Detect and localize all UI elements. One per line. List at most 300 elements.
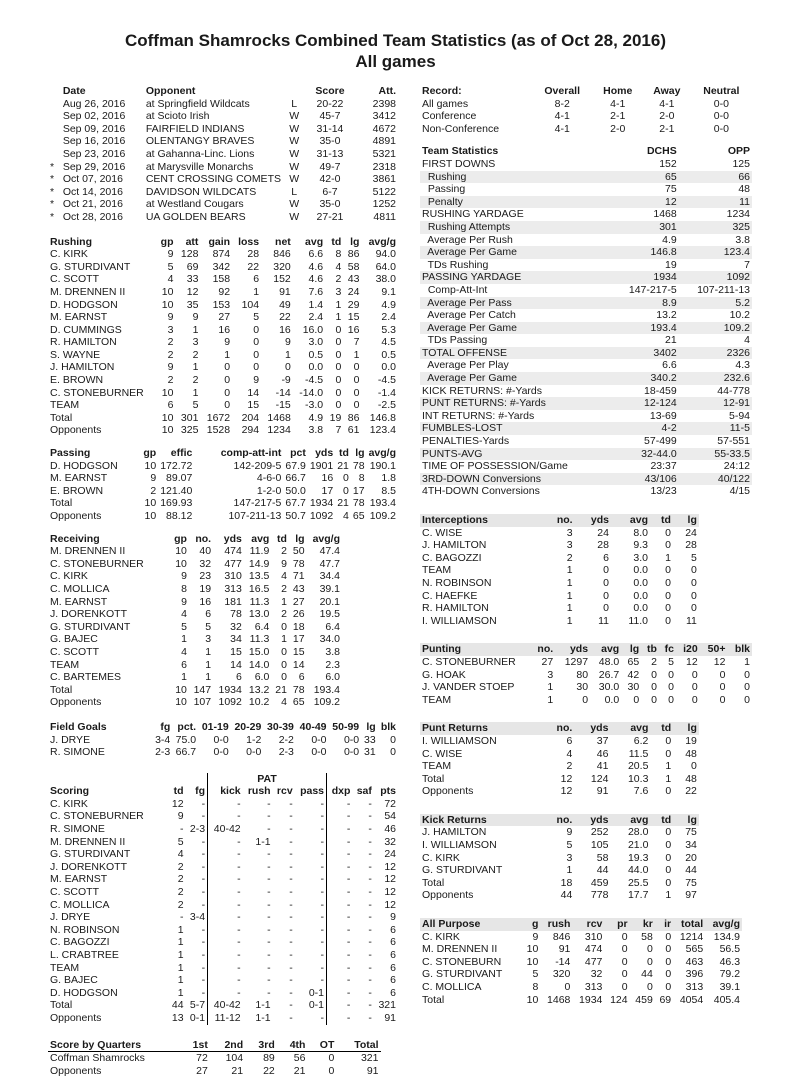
cell: 0 (253, 348, 260, 361)
cell: - (327, 999, 353, 1012)
cell: - (327, 836, 353, 849)
cell: 23 (199, 570, 212, 583)
cell: 28.0 (627, 826, 649, 839)
cell: 0 (284, 361, 291, 374)
cell: 3861 (372, 173, 396, 186)
cell: 30 (627, 681, 640, 694)
header-row (420, 85, 752, 98)
cell: 75 (665, 183, 677, 196)
group-header-cell (48, 773, 208, 786)
column-header: gain (208, 235, 231, 248)
cell: 190.1 (369, 459, 396, 472)
row-label: I. WILLIAMSON (422, 734, 497, 747)
row-label: Comp-Att-Int (422, 283, 488, 296)
column-header: Field Goals (50, 720, 107, 733)
row-label: All games (422, 97, 469, 110)
row-label (48, 135, 61, 148)
cell: 66.7 (285, 472, 306, 485)
table-row (420, 539, 699, 552)
column-header: td (661, 813, 672, 826)
column-header: Att. (378, 85, 396, 97)
cell: 0 (281, 658, 287, 671)
cell: 1 (547, 693, 554, 706)
table-row (48, 810, 398, 823)
header-row (48, 1039, 381, 1052)
cell: 1-1 (255, 1011, 271, 1024)
cell: 30 (576, 681, 589, 694)
column-header: Score (315, 85, 345, 97)
table-row (420, 968, 742, 981)
cell: 0 (353, 399, 360, 412)
cell: 310 (224, 570, 242, 583)
cell: 50.0 (285, 484, 306, 497)
cell: 0 (665, 576, 671, 589)
cell: - (289, 886, 293, 899)
table-row (420, 208, 752, 221)
cell: 6 (181, 658, 187, 671)
cell: 24 (597, 526, 609, 539)
cell: 321 (378, 999, 396, 1012)
column-header: avg (630, 722, 649, 735)
table-row (48, 621, 342, 634)
column-header: effic (170, 447, 193, 460)
cell: 320 (552, 968, 571, 981)
column-header: pass (300, 785, 324, 798)
cell: Oct 14, 2016 (62, 185, 123, 198)
row-label (48, 123, 61, 136)
cell: 0 (665, 734, 672, 747)
column-header: lg (629, 643, 640, 656)
cell: - (208, 936, 243, 949)
cell: at Gahanna-Linc. Lions (145, 147, 255, 160)
header-row (48, 533, 342, 546)
cell: 4 (281, 696, 287, 709)
cell: - (208, 798, 243, 811)
cell: 65 (627, 655, 640, 668)
table-row (420, 981, 742, 994)
cell: 34 (685, 839, 697, 852)
cell: Oct 21, 2016 (62, 198, 123, 211)
cell: 67.7 (285, 497, 306, 510)
cell: -4.5 (377, 374, 396, 387)
cell: 9 (566, 826, 573, 839)
cell: 232.6 (723, 372, 750, 385)
row-label: Average Per Game (422, 372, 517, 385)
cell: 11.3 (249, 595, 270, 608)
table-row (48, 836, 398, 849)
row-label: Penalty (422, 195, 463, 208)
cell: 4054 (679, 993, 704, 1006)
table-row (420, 694, 752, 707)
cell: - (320, 873, 324, 886)
cell: 1 (177, 974, 184, 987)
record-table (420, 85, 752, 135)
row-label: E. BROWN (50, 484, 104, 497)
cell: 0.5 (308, 348, 324, 361)
cell: 2318 (372, 160, 396, 173)
column-header: dxp (327, 785, 353, 798)
header-row (420, 514, 699, 527)
cell: 3 (335, 285, 342, 298)
cell: 313 (224, 582, 242, 595)
row-label: C. STONEBURNER (422, 655, 516, 668)
cell: 61 (347, 424, 360, 437)
cell: - (368, 873, 372, 886)
cell: 4.9 (308, 411, 324, 424)
cell: 0 (691, 693, 698, 706)
receiving-table (48, 533, 342, 709)
cell: - (320, 1011, 324, 1024)
table-row (48, 911, 398, 924)
cell: 5 (532, 968, 539, 981)
cell: 1 (177, 923, 184, 936)
table-row (48, 299, 398, 312)
column-header: g (531, 918, 539, 931)
cell: 0-0 (311, 746, 327, 759)
cell: - (368, 961, 372, 974)
cell: 6.0 (325, 671, 340, 684)
table-row (420, 590, 699, 603)
cell: 10 (175, 683, 187, 696)
cell: 321 (360, 1052, 379, 1065)
cell: 0 (665, 589, 671, 602)
cell: 2-0 (610, 122, 626, 135)
cell: 5 (205, 620, 212, 633)
table-row (420, 656, 752, 669)
group-header-cell (327, 773, 399, 786)
cell: 88.12 (166, 510, 193, 522)
table-row (420, 473, 752, 486)
cell: 313 (584, 981, 603, 993)
row-label: J. DRYE (50, 911, 91, 924)
cell: 9 (177, 810, 184, 823)
table-row (48, 485, 398, 498)
rushing-table (48, 236, 398, 438)
cell: 31-13 (316, 147, 344, 160)
cell: 5-7 (189, 999, 206, 1012)
cell: 0 (651, 693, 657, 706)
cell: 44 (641, 968, 653, 981)
row-label (48, 98, 61, 111)
table-row (48, 659, 342, 672)
cell: 1528 (206, 424, 231, 437)
row-label: * (50, 210, 55, 223)
cell: - (267, 911, 271, 924)
cell: 10 (175, 545, 187, 558)
cell: 2-3 (278, 746, 294, 759)
cell: 10 (161, 285, 174, 298)
cell: 10 (526, 993, 539, 1006)
cell: W (289, 198, 300, 211)
column-header: pct (290, 447, 306, 460)
cell: 474 (584, 943, 603, 956)
cell: - (208, 861, 243, 874)
cell: 48.0 (598, 655, 620, 668)
cell: - (201, 810, 206, 823)
column-header: rush (247, 785, 271, 798)
table-row (420, 615, 699, 628)
cell: - (201, 860, 206, 873)
cell: 16 (347, 323, 360, 336)
cell: 2-1 (659, 122, 675, 135)
cell: 0 (665, 876, 672, 889)
cell: 2.3 (325, 658, 340, 671)
cell: 5 (668, 655, 674, 668)
row-label: KICK RETURNS: #-Yards (422, 384, 542, 397)
cell: - (208, 974, 243, 987)
table-row (48, 173, 398, 186)
cell: 6.6 (662, 359, 677, 372)
table-row (48, 798, 398, 811)
cell: 0-0 (246, 746, 262, 759)
cell: Oct 28, 2016 (62, 210, 123, 223)
cell: 0 (335, 336, 342, 349)
table-row (48, 186, 398, 199)
cell: 15 (347, 311, 360, 324)
cell: 0 (691, 760, 697, 773)
cell: 0 (621, 968, 628, 981)
column-header: loss (238, 235, 260, 248)
cell: - (289, 898, 293, 911)
column-header: Neutral (703, 85, 740, 97)
table-row (48, 734, 398, 747)
cell: 0 (253, 323, 260, 336)
cell: 37 (596, 734, 609, 747)
table-row (420, 98, 752, 111)
cell: - (368, 986, 372, 999)
cell: L (291, 185, 298, 198)
cell: 0-1 (308, 999, 324, 1012)
cell: - (320, 911, 324, 924)
cell: 12 (171, 797, 184, 810)
cell: 9 (150, 472, 157, 485)
cell: - (289, 936, 293, 949)
column-header: rcv (586, 918, 603, 931)
row-label: Opponents (422, 889, 474, 902)
cell: 0 (224, 374, 231, 387)
cell: - (320, 835, 324, 848)
table-row (420, 183, 752, 196)
table-row (48, 387, 398, 400)
table-row (48, 1052, 381, 1065)
row-label: PUNT RETURNS: #-Yards (422, 397, 546, 410)
cell: 1 (353, 348, 360, 361)
cell: 44 (171, 999, 184, 1012)
row-label: * (50, 198, 55, 211)
cell: 58 (641, 930, 653, 943)
cell: 0 (603, 564, 609, 577)
table-row (48, 974, 398, 987)
row-label: S. WAYNE (50, 348, 101, 361)
cell: 10 (161, 298, 174, 311)
cell: 0 (665, 526, 671, 539)
column-header: gp (174, 532, 187, 545)
cell: 10.2 (248, 696, 270, 709)
kick-returns-table (420, 814, 699, 902)
column-header: Score by Quarters (48, 1039, 180, 1052)
cell: 46 (596, 747, 609, 760)
table-row (48, 211, 398, 224)
cell: 21 (275, 683, 287, 696)
table-row (48, 261, 398, 274)
cell: 0 (691, 589, 697, 602)
row-label: G. STURDIVANT (422, 864, 503, 877)
cell: 10.3 (627, 772, 649, 785)
table-row (48, 311, 398, 324)
cell: - (201, 961, 206, 974)
cell: 28 (597, 539, 609, 552)
table-row (420, 826, 699, 839)
cell: 124 (610, 993, 628, 1006)
column-header: OT (307, 1039, 336, 1052)
cell: 92 (218, 285, 231, 298)
column-header: comp-att-int (220, 447, 282, 460)
cell: 42-0 (319, 173, 341, 186)
cell: 5 (177, 835, 184, 848)
cell: 459 (590, 876, 609, 889)
cell: Sep 29, 2016 (62, 160, 126, 173)
cell: 204 (241, 411, 260, 424)
cell: - (208, 949, 243, 962)
cell: - (201, 797, 206, 810)
cell: 50.7 (285, 510, 306, 522)
cell: 193.4 (650, 321, 677, 334)
cell: 91 (366, 1064, 379, 1077)
cell: 0 (281, 645, 287, 658)
cell: - (327, 848, 353, 861)
cell: 3 (192, 336, 199, 349)
cell: 19 (665, 258, 677, 271)
cell: - (320, 886, 324, 899)
cell: 1672 (206, 411, 231, 424)
row-label: G. HOAK (422, 668, 466, 681)
cell: 1 (665, 772, 672, 785)
row-label: R. HAMILTON (422, 602, 489, 615)
cell: 0 (665, 943, 672, 956)
table-row (48, 349, 398, 362)
column-header: Overall (544, 85, 580, 97)
cell: 75 (685, 826, 697, 839)
cell: 4.9 (662, 233, 677, 246)
cell: 48 (738, 183, 750, 196)
cell: 2.4 (381, 311, 396, 324)
cell: 43 (347, 273, 360, 286)
cell: 0 (328, 1052, 335, 1065)
column-header: yds (590, 813, 609, 826)
field-goals-table (48, 721, 398, 759)
cell: 0 (633, 693, 640, 706)
cell: 0 (281, 620, 287, 633)
cell: - (289, 986, 293, 999)
column-header: td (661, 514, 671, 526)
row-label: J. HAMILTON (422, 539, 487, 552)
table-row (420, 839, 699, 852)
cell: 0 (665, 564, 671, 577)
cell: 172.72 (160, 459, 193, 472)
cell: 2-3 (155, 746, 171, 759)
cell: 27-21 (316, 210, 344, 223)
column-header: blk (380, 720, 396, 733)
table-row (420, 773, 699, 786)
row-label (48, 110, 61, 123)
column-header: Team Statistics (422, 145, 499, 158)
cell: 3.0 (308, 336, 324, 349)
column-header: fc (664, 643, 674, 656)
table-row (48, 633, 342, 646)
column-header: avg/g (368, 447, 396, 460)
cell: - (267, 986, 271, 999)
cell: 0 (328, 1064, 335, 1077)
row-label (48, 148, 61, 161)
cell: 1 (566, 614, 573, 627)
row-label: Total (50, 411, 73, 424)
cell: 0 (335, 361, 342, 374)
cell: 3402 (653, 346, 677, 359)
table-row (48, 424, 398, 437)
cell: 15 (247, 399, 260, 412)
column-header: DCHS (646, 145, 677, 158)
cell: 0 (691, 668, 698, 681)
row-label: TEAM (422, 760, 452, 773)
row-label: R. SIMONE (50, 746, 105, 759)
cell: 14 (247, 386, 260, 399)
cell: 1 (281, 595, 287, 608)
cell: 42 (627, 668, 640, 681)
cell: 6.4 (325, 620, 340, 633)
cell: 2-1 (610, 110, 626, 123)
cell: - (320, 860, 324, 873)
cell: Sep 02, 2016 (62, 110, 126, 123)
table-row (48, 336, 398, 349)
cell: 1 (335, 298, 342, 311)
cell: 1252 (372, 198, 396, 211)
cell: - (320, 823, 324, 836)
cell: 0.0 (604, 693, 620, 706)
table-row (420, 785, 699, 798)
cell: 463 (685, 955, 704, 968)
table-row (48, 823, 398, 836)
cell: 0.0 (633, 564, 649, 577)
row-label: M. EARNST (50, 873, 108, 886)
cell: W (289, 173, 300, 186)
row-label: N. ROBINSON (422, 576, 492, 589)
cell: 1-2-0 (256, 484, 282, 497)
row-label: TEAM (422, 693, 452, 706)
cell: 39.1 (719, 981, 741, 993)
cell: 12 (560, 772, 573, 785)
group-header-row (48, 773, 398, 786)
cell: 1-2 (246, 733, 262, 746)
cell: 109.2 (723, 321, 750, 334)
cell: -15 (275, 399, 291, 412)
table-row (48, 135, 398, 148)
cell: - (201, 949, 206, 961)
cell: 2-0 (659, 110, 675, 123)
row-label: * (50, 160, 55, 173)
cell: - (201, 986, 206, 999)
cell: - (201, 923, 206, 936)
cell: 1 (566, 602, 573, 615)
cell: - (201, 886, 206, 899)
cell: 0 (719, 681, 726, 694)
cell: 1934 (579, 993, 603, 1006)
cell: 0 (744, 693, 750, 706)
column-header: td (331, 235, 342, 248)
cell: - (327, 873, 353, 886)
cell: W (289, 147, 300, 160)
row-label: Total (422, 993, 445, 1006)
table-row (48, 596, 342, 609)
